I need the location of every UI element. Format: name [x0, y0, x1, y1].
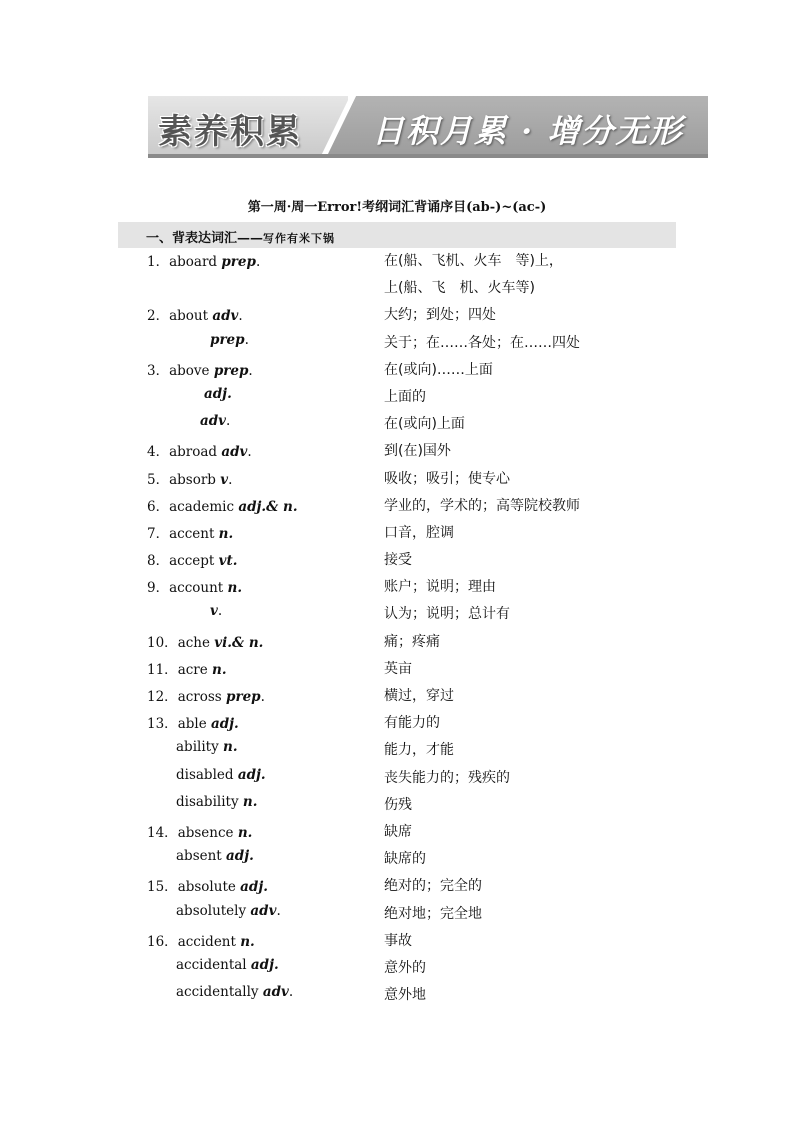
- vocab-number: 8．: [147, 553, 170, 570]
- vocabulary-list: [0, 248, 794, 1009]
- vocab-meaning: 绝对的；完全的: [384, 878, 482, 895]
- vocab-part-of-speech: adv: [262, 984, 289, 1001]
- vocab-entry: [210, 332, 249, 348]
- vocab-entry: [147, 712, 239, 732]
- vocab-row: [0, 248, 794, 275]
- vocab-meaning: 缺席: [384, 823, 412, 840]
- vocab-row: [0, 574, 794, 601]
- vocab-part-of-speech: n.: [227, 580, 243, 597]
- vocab-word: account: [169, 580, 228, 597]
- vocab-meaning: 账户；说明；理由: [384, 579, 496, 596]
- section-label: [146, 227, 335, 246]
- vocab-meaning: 事故: [384, 932, 412, 949]
- vocab-part-of-speech: prep: [210, 331, 245, 348]
- vocab-part-of-speech: v: [220, 471, 229, 488]
- vocab-meaning: 上(船、飞 机、火车等): [384, 280, 535, 297]
- vocab-row: [0, 520, 794, 547]
- vocab-row: [0, 846, 794, 873]
- vocab-meaning: 丧失能力的；残疾的: [384, 769, 510, 786]
- banner-title-left: 素养积累: [158, 112, 302, 152]
- banner-title-right: 日积月累 · 增分无形: [372, 112, 684, 150]
- section-label-sub: 写作有米下锅: [263, 232, 336, 245]
- vocab-meaning: 在(船、飞机、火车 等)上，: [384, 253, 563, 269]
- vocab-word: accident: [177, 933, 241, 950]
- vocab-word: accidental: [176, 956, 251, 973]
- vocab-number: 12．: [147, 689, 178, 705]
- vocab-number: 13．: [147, 716, 178, 733]
- vocab-meaning: 伤残: [384, 796, 412, 813]
- vocab-period: .: [228, 471, 233, 488]
- vocab-part-of-speech: n.: [240, 933, 255, 950]
- vocab-entry: [147, 821, 252, 841]
- vocab-word: absolute: [177, 879, 241, 896]
- vocab-period: .: [288, 984, 294, 1001]
- vocab-number: 2．: [147, 308, 170, 325]
- vocab-row: [0, 737, 794, 764]
- vocab-row: [0, 275, 794, 302]
- vocab-part-of-speech: adv: [212, 308, 239, 325]
- vocab-word: absolutely: [176, 902, 251, 919]
- vocab-entry: [147, 250, 260, 270]
- vocab-meaning: 在(或向)上面: [384, 416, 465, 433]
- vocab-part-of-speech: prep: [213, 362, 249, 379]
- vocab-part-of-speech: adj.: [226, 848, 254, 865]
- vocab-row: [0, 683, 794, 710]
- vocab-number: 3．: [147, 362, 170, 379]
- vocab-part-of-speech: adj.: [250, 956, 279, 973]
- vocab-part-of-speech: n.: [237, 824, 253, 841]
- vocab-row: [0, 901, 794, 928]
- vocab-number: 6．: [147, 498, 170, 515]
- vocab-part-of-speech: adv: [250, 902, 277, 919]
- vocab-meaning: 吸收；吸引；使专心: [384, 470, 510, 487]
- vocab-row: [0, 928, 794, 955]
- vocab-word: disabled: [176, 766, 238, 783]
- vocab-entry: [176, 794, 257, 810]
- vocab-entry: [147, 468, 232, 488]
- vocab-number: 7．: [147, 525, 170, 542]
- vocab-entry: [147, 875, 268, 895]
- vocab-meaning: 能力，才能: [384, 742, 454, 759]
- vocab-entry: [147, 359, 253, 379]
- vocab-meaning: 学业的，学术的；高等院校教师: [384, 497, 580, 514]
- vocab-meaning: 到(在)国外: [384, 443, 451, 460]
- vocab-part-of-speech: adv: [221, 444, 248, 461]
- vocab-row: [0, 792, 794, 819]
- vocab-entry: [147, 576, 242, 596]
- vocab-meaning: 认为；说明；总计有: [384, 606, 510, 623]
- vocab-part-of-speech: n.: [212, 661, 227, 678]
- vocab-entry: [176, 984, 293, 1000]
- vocab-meaning: 痛；疼痛: [384, 633, 440, 650]
- vocab-word: abroad: [169, 444, 222, 461]
- vocab-meaning: 在(或向)……上面: [384, 361, 493, 378]
- vocab-period: .: [255, 254, 261, 270]
- vocab-row: [0, 357, 794, 384]
- vocab-entry: [176, 739, 238, 755]
- vocab-row: [0, 493, 794, 520]
- section-label-main: 一、背表达词汇——: [146, 231, 264, 246]
- vocab-part-of-speech: n.: [242, 793, 258, 810]
- vocab-word: able: [177, 716, 211, 733]
- vocab-row: [0, 411, 794, 438]
- vocab-period: .: [238, 308, 243, 325]
- vocab-entry: [176, 957, 279, 973]
- vocab-word: academic: [169, 498, 239, 515]
- vocab-word: absorb: [169, 471, 221, 488]
- vocab-row: [0, 547, 794, 574]
- vocab-entry: [147, 495, 298, 515]
- vocab-number: 5．: [147, 471, 170, 488]
- vocab-row: [0, 765, 794, 792]
- vocab-row: [0, 330, 794, 357]
- vocab-part-of-speech: adj.& n.: [238, 498, 298, 515]
- vocab-number: 9．: [147, 580, 170, 597]
- vocab-row: [0, 302, 794, 329]
- vocab-meaning: 缺席的: [384, 851, 426, 868]
- vocab-word: absent: [176, 848, 227, 865]
- vocab-number: 10．: [147, 634, 178, 651]
- vocab-number: 16．: [147, 933, 178, 950]
- vocab-meaning: 横过，穿过: [384, 688, 454, 704]
- vocab-row: [0, 982, 794, 1009]
- vocab-period: .: [276, 902, 281, 919]
- vocab-entry: [147, 549, 237, 569]
- vocab-word: about: [169, 308, 213, 325]
- vocab-number: 15．: [147, 879, 178, 896]
- vocab-entry: [204, 386, 232, 402]
- vocab-part-of-speech: adj.: [210, 716, 239, 733]
- vocab-row: [0, 873, 794, 900]
- vocab-part-of-speech: adj.: [237, 766, 266, 783]
- vocab-entry: [147, 658, 227, 678]
- vocab-meaning: 绝对地；完全地: [384, 905, 482, 922]
- vocab-meaning: 英亩: [384, 660, 412, 677]
- section-banner: [148, 96, 708, 158]
- vocab-entry: [147, 522, 233, 542]
- vocab-part-of-speech: prep: [221, 254, 256, 270]
- vocab-entry: [147, 685, 265, 705]
- vocab-row: [0, 438, 794, 465]
- vocab-word: across: [177, 689, 227, 705]
- vocab-part-of-speech: adv: [200, 413, 227, 430]
- vocab-entry: [147, 440, 252, 460]
- vocab-word: accept: [169, 553, 219, 570]
- vocab-word: above: [169, 362, 214, 379]
- vocab-row: [0, 466, 794, 493]
- banner-underline: [148, 154, 708, 158]
- vocab-word: accent: [169, 525, 219, 542]
- vocab-word: absence: [177, 824, 238, 841]
- vocab-word: ache: [177, 634, 215, 651]
- page-subtitle: 第一周·周一Error!考纲词汇背诵序目(ab-)~(ac-): [247, 200, 547, 215]
- vocab-period: .: [247, 444, 252, 461]
- vocab-entry: [176, 848, 254, 864]
- vocab-part-of-speech: n.: [218, 525, 234, 542]
- vocab-entry: [147, 930, 255, 950]
- vocab-entry: [176, 767, 266, 783]
- vocab-row: [0, 955, 794, 982]
- vocab-number: 4．: [147, 444, 170, 461]
- vocab-entry: [147, 631, 263, 651]
- vocab-part-of-speech: n.: [223, 739, 238, 756]
- vocab-part-of-speech: prep: [226, 689, 261, 705]
- vocab-part-of-speech: v: [210, 603, 218, 620]
- vocab-part-of-speech: adj.: [204, 385, 232, 402]
- vocab-number: 1．: [147, 254, 170, 270]
- vocab-meaning: 意外地: [384, 987, 426, 1004]
- vocab-entry: [147, 304, 243, 324]
- vocab-meaning: 关于；在……各处；在……四处: [384, 334, 580, 351]
- vocab-word: disability: [176, 793, 243, 810]
- vocab-entry: [176, 903, 281, 919]
- vocab-row: [0, 819, 794, 846]
- vocab-row: [0, 384, 794, 411]
- vocab-row: [0, 710, 794, 737]
- vocab-period: .: [217, 603, 223, 620]
- vocab-row: [0, 629, 794, 656]
- vocab-meaning: 口音，腔调: [384, 524, 454, 541]
- vocab-row: [0, 656, 794, 683]
- vocab-part-of-speech: adj.: [240, 879, 268, 896]
- vocab-meaning: 意外的: [384, 959, 426, 976]
- vocab-meaning: 接受: [384, 552, 412, 569]
- vocab-meaning: 大约；到处；四处: [384, 307, 496, 324]
- vocab-entry: [210, 603, 222, 619]
- vocab-number: 11．: [147, 661, 178, 678]
- vocab-number: 14．: [147, 824, 178, 841]
- vocab-meaning: 上面的: [384, 388, 426, 405]
- vocab-part-of-speech: vt.: [218, 553, 238, 570]
- vocab-period: .: [226, 413, 231, 430]
- vocab-period: .: [244, 331, 249, 348]
- vocab-word: ability: [176, 739, 223, 756]
- vocab-word: aboard: [169, 254, 222, 270]
- vocab-part-of-speech: vi.& n.: [214, 634, 264, 651]
- vocab-word: accidentally: [176, 984, 263, 1001]
- section-header: [118, 222, 676, 248]
- vocab-period: .: [260, 689, 265, 705]
- vocab-meaning: 有能力的: [384, 715, 440, 732]
- vocab-period: .: [248, 362, 253, 379]
- vocab-entry: [200, 413, 230, 429]
- vocab-word: acre: [177, 661, 213, 678]
- vocab-row: [0, 601, 794, 628]
